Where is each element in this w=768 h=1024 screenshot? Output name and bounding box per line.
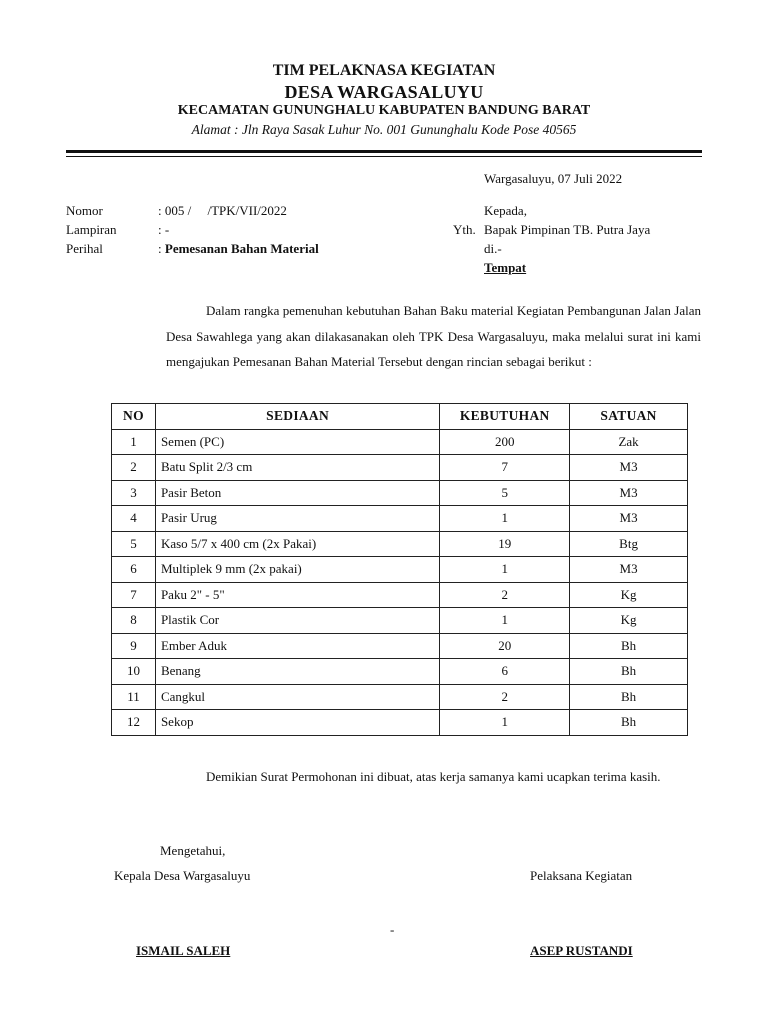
cell-qty: 20 <box>440 633 570 659</box>
cell-unit: Kg <box>570 608 688 634</box>
cell-qty: 7 <box>440 455 570 481</box>
table-row <box>112 659 688 685</box>
lampiran-value: : - <box>158 222 170 237</box>
cell-unit: M3 <box>570 506 688 532</box>
perihal-value: Pemesanan Bahan Material <box>164 241 319 256</box>
cell-qty: 5 <box>440 480 570 506</box>
cell-unit: Btg <box>570 531 688 557</box>
body-paragraph-1 <box>166 298 701 375</box>
table-row <box>112 608 688 634</box>
col-header-no: NO <box>112 404 156 430</box>
signature-separator: - <box>390 922 395 937</box>
cell-no: 9 <box>112 633 156 659</box>
cell-no: 4 <box>112 506 156 532</box>
table-row <box>112 455 688 481</box>
cell-qty: 1 <box>440 710 570 736</box>
cell-item: Kaso 5/7 x 400 cm (2x Pakai) <box>155 531 439 557</box>
nomor-value: : 005 / /TPK/VII/2022 <box>158 203 287 218</box>
cell-no: 5 <box>112 531 156 557</box>
cell-no: 8 <box>112 608 156 634</box>
recipient-place: Tempat <box>484 260 527 275</box>
cell-item: Semen (PC) <box>155 429 439 455</box>
col-header-kebutuhan: KEBUTUHAN <box>440 404 570 430</box>
cell-item: Multiplek 9 mm (2x pakai) <box>155 557 439 583</box>
mengetahui-label: Mengetahui, <box>160 843 226 858</box>
cell-no: 2 <box>112 455 156 481</box>
address-line: Alamat : Jln Raya Sasak Luhur No. 001 Gununghalu Kode Pose 40565 <box>191 122 577 137</box>
header-rule-thin <box>66 156 702 157</box>
table-row <box>112 429 688 455</box>
cell-unit: Bh <box>570 684 688 710</box>
perihal-colon: : <box>158 241 165 256</box>
cell-no: 12 <box>112 710 156 736</box>
cell-unit: M3 <box>570 480 688 506</box>
recipient-yth: Yth. <box>453 222 476 237</box>
cell-no: 10 <box>112 659 156 685</box>
cell-unit: Bh <box>570 710 688 736</box>
table-row <box>112 480 688 506</box>
materials-table <box>111 403 688 736</box>
recipient-di: di.- <box>484 241 502 256</box>
cell-item: Pasir Beton <box>155 480 439 506</box>
cell-item: Pasir Urug <box>155 506 439 532</box>
table-header-row <box>112 404 688 430</box>
body-paragraph-2-text: Demikian Surat Permohonan ini dibuat, atas kerja samanya kami ucapkan terima kasih. <box>206 769 661 784</box>
right-signatory-name: ASEP RUSTANDI <box>530 943 633 958</box>
cell-qty: 2 <box>440 684 570 710</box>
cell-item: Benang <box>155 659 439 685</box>
recipient-kepada: Kepada, <box>484 203 527 218</box>
cell-qty: 19 <box>440 531 570 557</box>
cell-qty: 1 <box>440 608 570 634</box>
district-title: KECAMATAN GUNUNGHALU KABUPATEN BANDUNG BARAT <box>177 103 591 118</box>
perihal-value-wrap <box>158 241 319 257</box>
right-signatory-title: Pelaksana Kegiatan <box>530 868 633 883</box>
body-paragraph-2 <box>166 764 701 790</box>
cell-qty: 1 <box>440 506 570 532</box>
cell-item: Ember Aduk <box>155 633 439 659</box>
letter-date: Wargasaluyu, 07 Juli 2022 <box>484 171 623 186</box>
cell-unit: Bh <box>570 659 688 685</box>
cell-no: 11 <box>112 684 156 710</box>
nomor-label: Nomor <box>66 203 103 218</box>
table-row <box>112 582 688 608</box>
table-row <box>112 557 688 583</box>
cell-item: Sekop <box>155 710 439 736</box>
table-row <box>112 710 688 736</box>
lampiran-label: Lampiran <box>66 222 117 237</box>
cell-qty: 1 <box>440 557 570 583</box>
village-title: DESA WARGASALUYU <box>284 82 484 102</box>
cell-item: Paku 2" - 5" <box>155 582 439 608</box>
cell-item: Cangkul <box>155 684 439 710</box>
cell-unit: Bh <box>570 633 688 659</box>
cell-no: 7 <box>112 582 156 608</box>
cell-qty: 2 <box>440 582 570 608</box>
table-row <box>112 506 688 532</box>
cell-item: Batu Split 2/3 cm <box>155 455 439 481</box>
perihal-label: Perihal <box>66 241 103 256</box>
header-rule-thick <box>66 150 702 153</box>
cell-qty: 200 <box>440 429 570 455</box>
table-row <box>112 684 688 710</box>
org-title: TIM PELAKNASA KEGIATAN <box>272 62 496 79</box>
cell-no: 3 <box>112 480 156 506</box>
cell-qty: 6 <box>440 659 570 685</box>
cell-no: 6 <box>112 557 156 583</box>
cell-unit: Zak <box>570 429 688 455</box>
table-row <box>112 633 688 659</box>
col-header-satuan: SATUAN <box>570 404 688 430</box>
left-signatory-name: ISMAIL SALEH <box>136 943 231 958</box>
left-signatory-title: Kepala Desa Wargasaluyu <box>114 868 251 883</box>
col-header-sediaan: SEDIAAN <box>155 404 439 430</box>
recipient-name: Bapak Pimpinan TB. Putra Jaya <box>484 222 651 237</box>
cell-no: 1 <box>112 429 156 455</box>
cell-unit: M3 <box>570 455 688 481</box>
cell-item: Plastik Cor <box>155 608 439 634</box>
table-row <box>112 531 688 557</box>
body-paragraph-1-text: Dalam rangka pemenuhan kebutuhan Bahan Baku material Kegiatan Pembangunan Jalan Jalan Desa Sawahlega yang akan dilakasanakan oleh TPK Desa Wargasaluyu, maka melalui surat ini kami mengajukan Pemesanan Bahan Material Tersebut dengan rincian sebagai berikut : <box>166 303 701 369</box>
cell-unit: Kg <box>570 582 688 608</box>
cell-unit: M3 <box>570 557 688 583</box>
